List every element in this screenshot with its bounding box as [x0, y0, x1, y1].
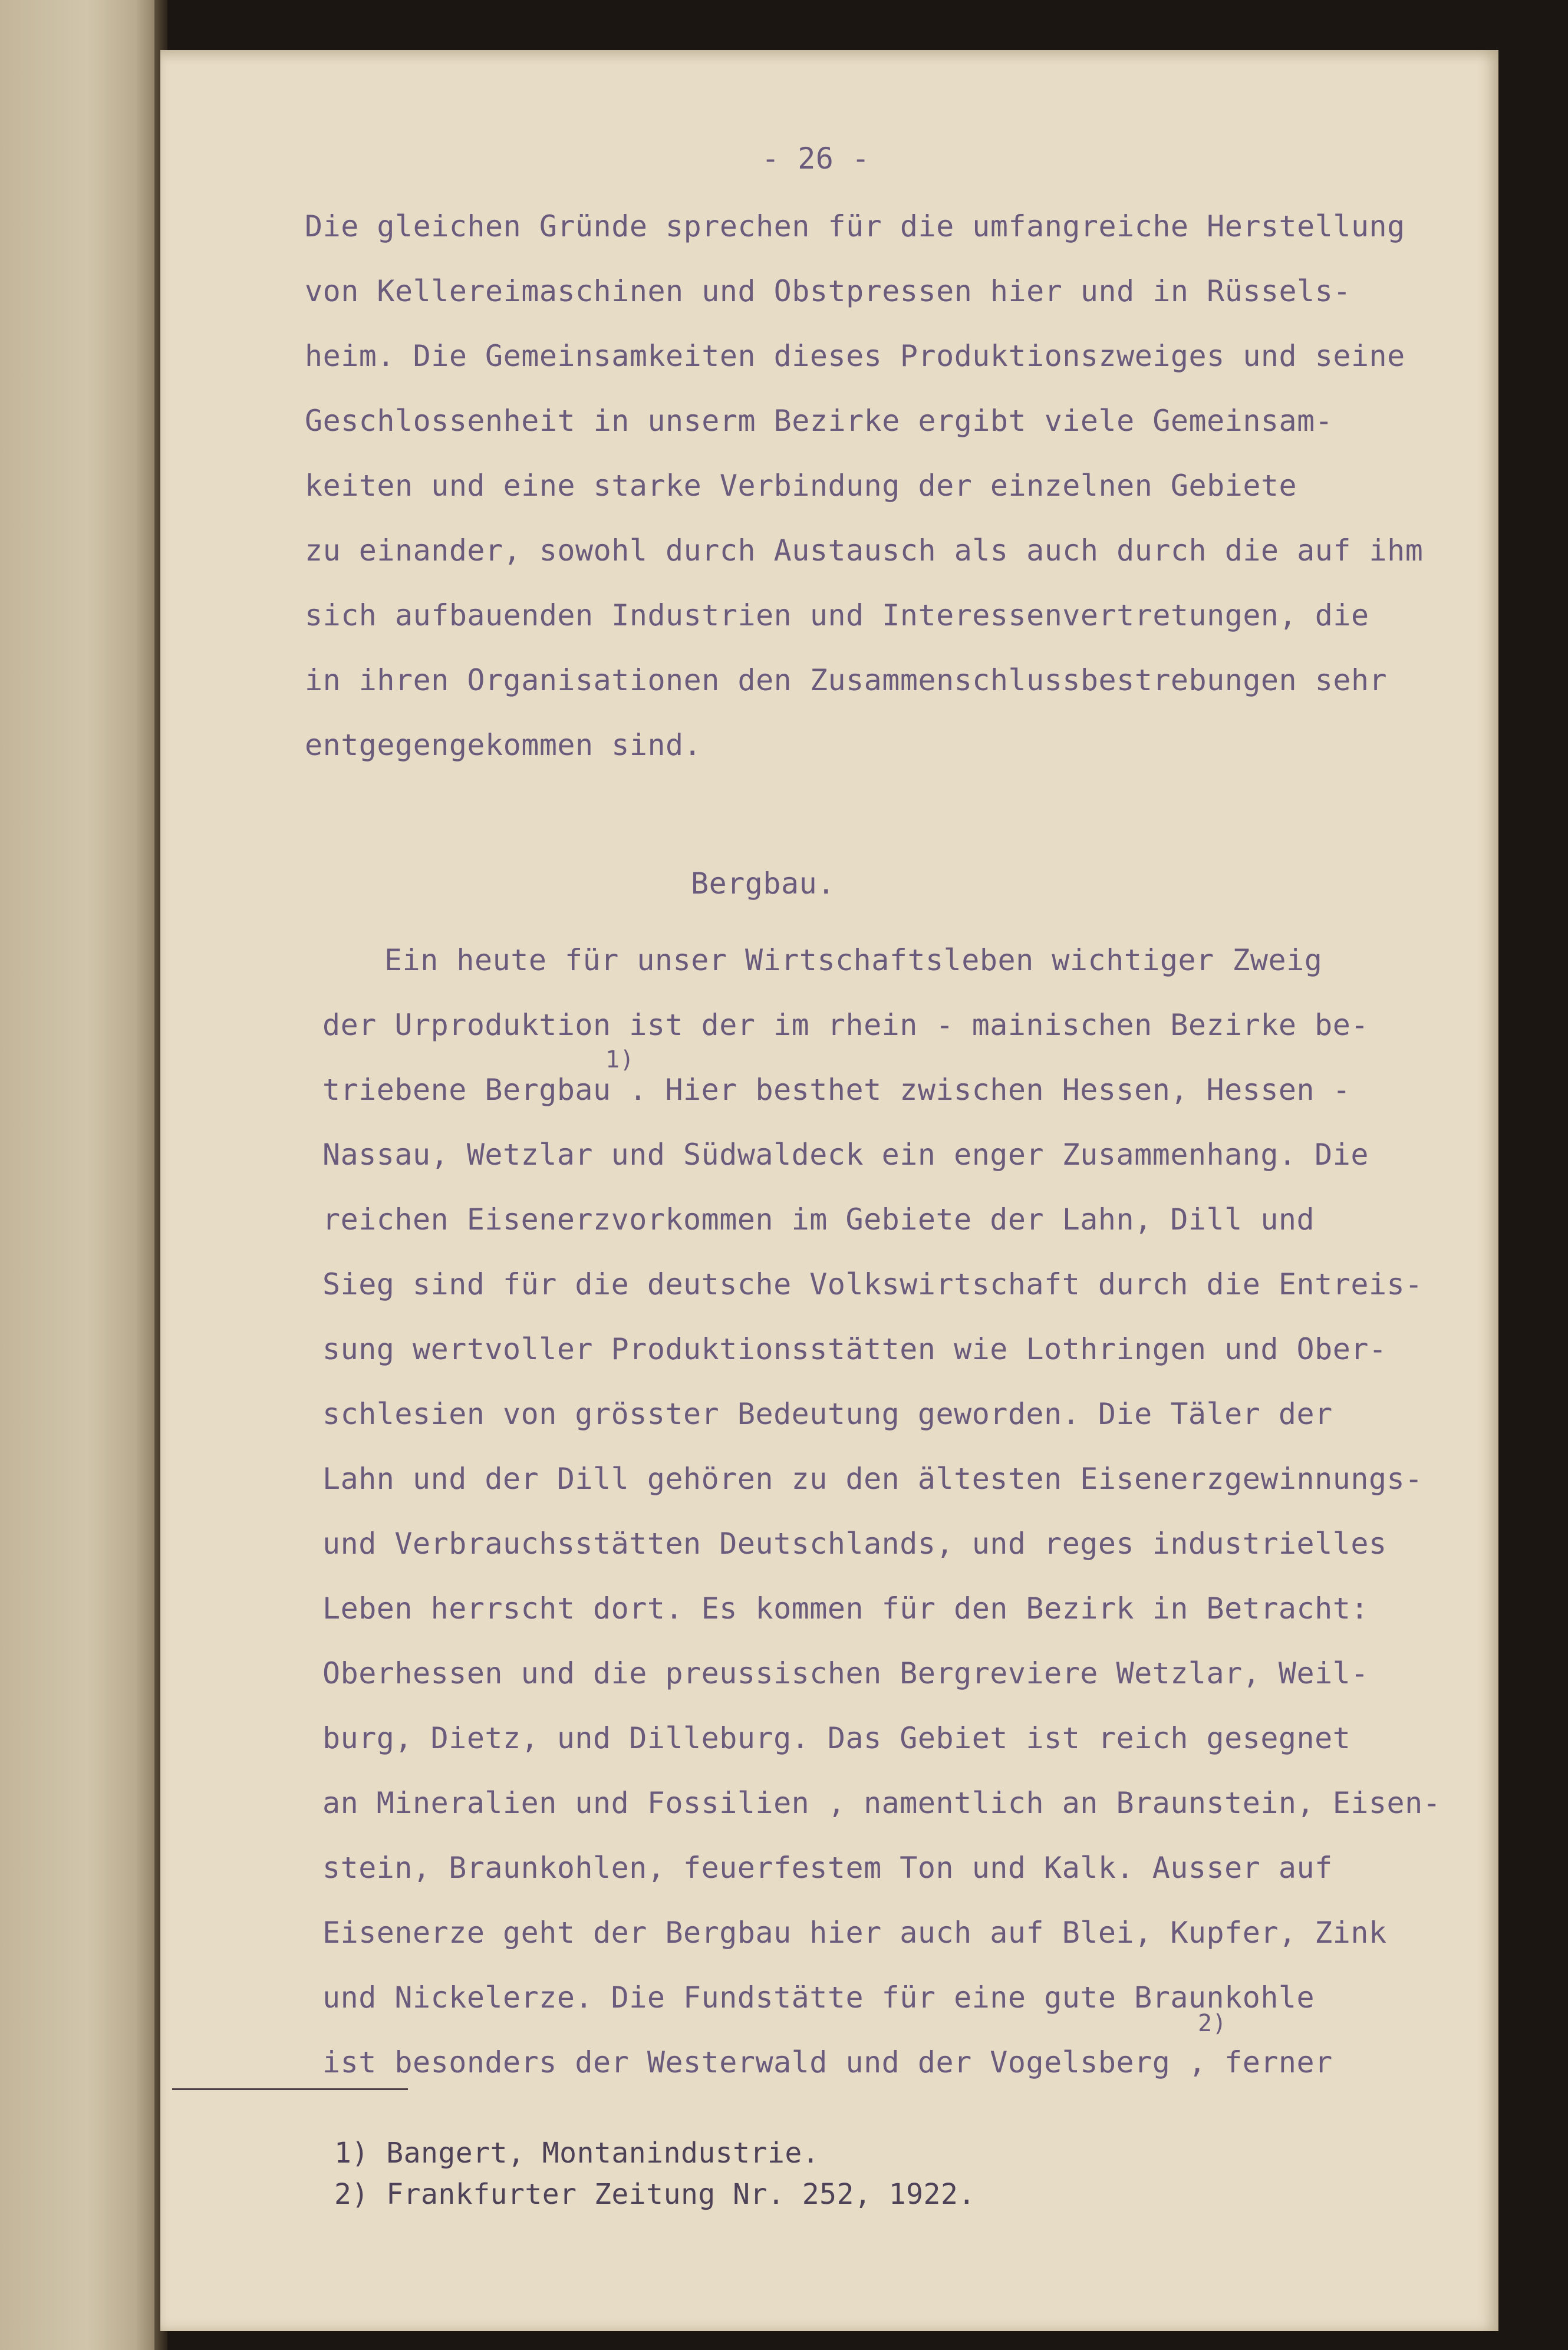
- text-line: Die gleichen Gründe sprechen für die umfangreiche Herstellung: [305, 209, 1405, 243]
- footnote-ref: 1): [605, 1046, 635, 1073]
- text-line: Leben herrscht dort. Es kommen für den Bezirk in Betracht:: [322, 1591, 1369, 1626]
- text-line: burg, Dietz, und Dilleburg. Das Gebiet ist reich gesegnet: [322, 1721, 1351, 1755]
- text-line: triebene Bergbau . Hier besthet zwischen Hessen, Hessen -: [322, 1073, 1351, 1107]
- text-line: in ihren Organisationen den Zusammenschlussbestrebungen sehr: [305, 663, 1388, 697]
- text-line: Sieg sind für die deutsche Volkswirtschaft durch die Entreis-: [322, 1267, 1423, 1301]
- text-line: Ein heute für unser Wirtschaftsleben wichtiger Zweig: [384, 943, 1323, 977]
- text-line: an Mineralien und Fossilien , namentlich an Braunstein, Eisen-: [322, 1786, 1441, 1820]
- footnote-rule: [172, 2088, 408, 2090]
- section-heading: Bergbau.: [691, 866, 835, 901]
- footnote: 1) Bangert, Montanindustrie.: [334, 2137, 820, 2170]
- text-line: sung wertvoller Produktionsstätten wie Lothringen und Ober-: [322, 1332, 1387, 1366]
- text-line: Geschlossenheit in unserm Bezirke ergibt viele Gemeinsam-: [305, 404, 1333, 438]
- text-line: Nassau, Wetzlar und Südwaldeck ein enger Zusammenhang. Die: [322, 1138, 1369, 1172]
- page-number: - 26 -: [762, 141, 870, 176]
- text-line: keiten und eine starke Verbindung der einzelnen Gebiete: [305, 469, 1297, 503]
- text-line: stein, Braunkohlen, feuerfestem Ton und Kalk. Ausser auf: [322, 1851, 1333, 1885]
- text-line: entgegengekommen sind.: [305, 728, 702, 762]
- text-line: schlesien von grösster Bedeutung geworden. Die Täler der: [322, 1397, 1333, 1431]
- text-line: heim. Die Gemeinsamkeiten dieses Produktionszweiges und seine: [305, 339, 1405, 373]
- text-line: der Urproduktion ist der im rhein - mainischen Bezirke be-: [322, 1008, 1369, 1042]
- text-line: und Verbrauchsstätten Deutschlands, und reges industrielles: [322, 1527, 1387, 1561]
- footnote: 2) Frankfurter Zeitung Nr. 252, 1922.: [334, 2178, 976, 2211]
- text-line: ist besonders der Westerwald und der Vogelsberg , ferner: [322, 2045, 1333, 2079]
- text-line: und Nickelerze. Die Fundstätte für eine gute Braunkohle: [322, 1980, 1315, 2015]
- text-line: zu einander, sowohl durch Austausch als auch durch die auf ihm: [305, 533, 1424, 568]
- footnote-ref: 2): [1198, 2010, 1227, 2037]
- text-line: Oberhessen und die preussischen Bergreviere Wetzlar, Weil-: [322, 1656, 1369, 1690]
- facing-page: [0, 0, 159, 2350]
- text-line: sich aufbauenden Industrien und Interessenvertretungen, die: [305, 598, 1369, 632]
- text-line: Eisenerze geht der Bergbau hier auch auf Blei, Kupfer, Zink: [322, 1916, 1387, 1950]
- text-line: von Kellereimaschinen und Obstpressen hier und in Rüssels-: [305, 274, 1351, 308]
- text-line: Lahn und der Dill gehören zu den ältesten Eisenerzgewinnungs-: [322, 1462, 1423, 1496]
- text-line: reichen Eisenerzvorkommen im Gebiete der Lahn, Dill und: [322, 1202, 1315, 1237]
- document-page: [160, 50, 1498, 2331]
